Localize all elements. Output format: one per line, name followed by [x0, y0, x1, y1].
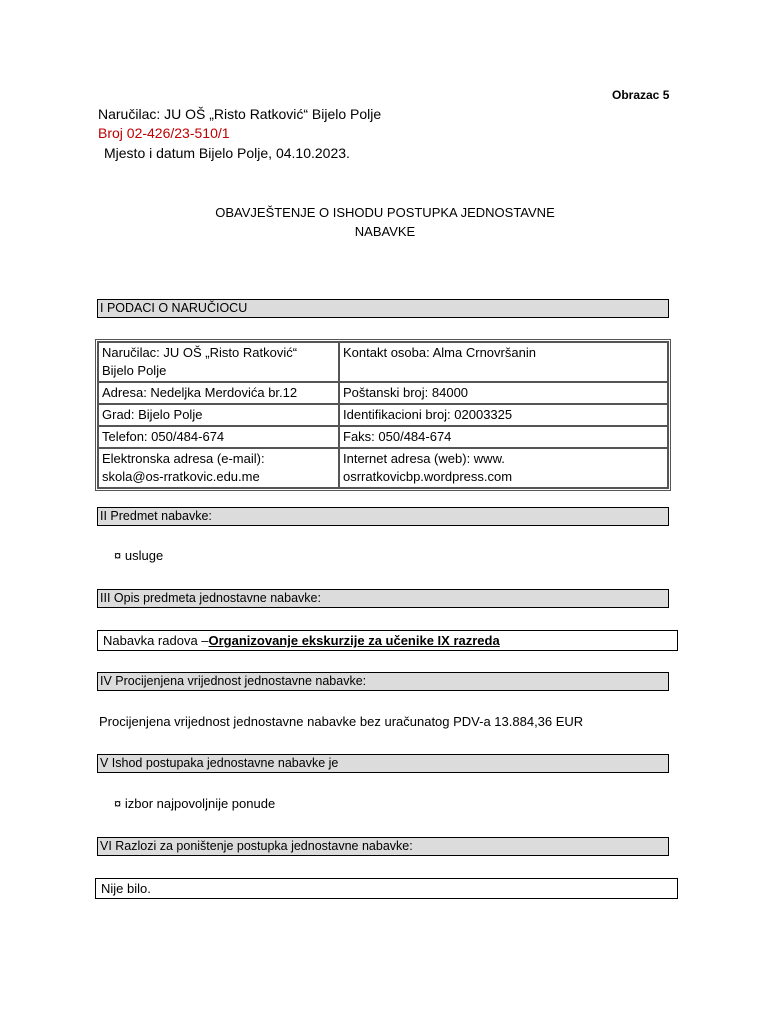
opis-prefix: Nabavka radova – [103, 633, 209, 648]
razlozi-box [95, 878, 678, 899]
web-cell [339, 448, 668, 488]
table-row [98, 404, 668, 426]
email-label: Elektronska adresa (e-mail): [102, 451, 265, 466]
postanski-cell: Poštanski broj: 84000 [339, 382, 668, 404]
section-1-heading: I PODACI O NARUČIOCU [97, 299, 669, 318]
ishod-item [114, 796, 275, 811]
email-cell [98, 448, 339, 488]
table-row [98, 426, 668, 448]
table-row [98, 382, 668, 404]
razlozi-value: Nije bilo. [101, 881, 151, 896]
web-value: osrratkovicbp.wordpress.com [343, 469, 513, 484]
narucilac-line1: Naručilac: JU OŠ „Risto Ratković“ [102, 345, 298, 360]
kontakt-cell: Kontakt osoba: Alma Crnovršanin [339, 342, 668, 382]
contracting-authority-table [95, 339, 671, 491]
telefon-cell: Telefon: 050/484-674 [98, 426, 339, 448]
adresa-cell: Adresa: Nedeljka Merdovića br.12 [98, 382, 339, 404]
opis-box [97, 630, 678, 651]
faks-cell: Faks: 050/484-674 [339, 426, 668, 448]
section-4-heading: IV Procijenjena vrijednost jednostavne nabavke: [97, 672, 669, 691]
bullet-icon: ¤ [114, 796, 122, 811]
predmet-item [114, 548, 163, 563]
table-row [98, 448, 668, 488]
section-2-heading: II Predmet nabavke: [97, 507, 669, 526]
identifikacioni-cell: Identifikacioni broj: 02003325 [339, 404, 668, 426]
narucilac-cell [98, 342, 339, 382]
opis-emphasis: Organizovanje ekskurzije za učenike IX razreda [208, 633, 500, 648]
web-label: Internet adresa (web): www. [343, 451, 505, 466]
section-3-heading: III Opis predmeta jednostavne nabavke: [97, 589, 669, 608]
ishod-value: izbor najpovoljnije ponude [124, 796, 276, 811]
page-title-line1: OBAVJEŠTENJE O ISHODU POSTUPKA JEDNOSTAVNE [215, 205, 555, 220]
grad-cell: Grad: Bijelo Polje [98, 404, 339, 426]
form-label: Obrazac 5 [612, 88, 670, 102]
section-5-heading: V Ishod postupaka jednostavne nabavke je [97, 754, 669, 773]
procijenjena-vrijednost: Procijenjena vrijednost jednostavne nabavke bez uračunatog PDV-a 13.884,36 EUR [99, 714, 584, 729]
bullet-icon: ¤ [114, 548, 122, 563]
predmet-value: usluge [124, 548, 164, 563]
table-row [98, 342, 668, 382]
narucilac-header: Naručilac: JU OŠ „Risto Ratković“ Bijelo Polje [98, 106, 382, 122]
page-title-line2: NABAVKE [354, 224, 416, 239]
email-value: skola@os-rratkovic.edu.me [102, 469, 260, 484]
broj: Broj 02-426/23-510/1 [98, 125, 230, 141]
narucilac-line2: Bijelo Polje [102, 363, 167, 378]
mjesto-datum: Mjesto i datum Bijelo Polje, 04.10.2023. [104, 145, 350, 161]
section-6-heading: VI Razlozi za poništenje postupka jednostavne nabavke: [97, 837, 669, 856]
